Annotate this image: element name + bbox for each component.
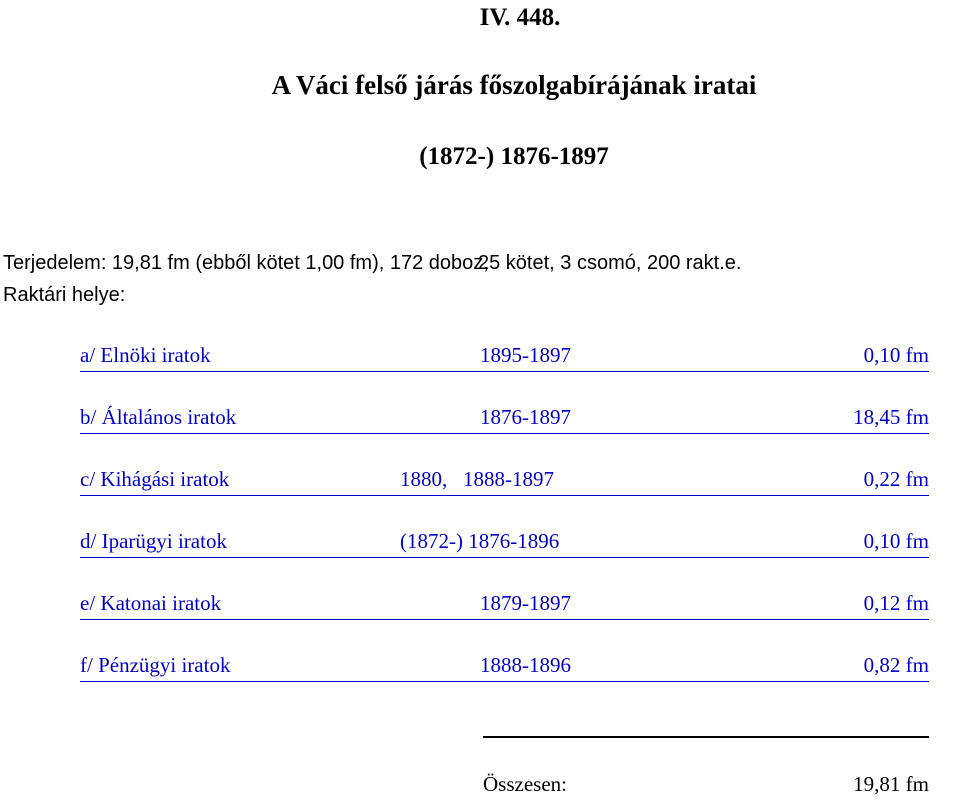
series-row-iparugyi[interactable] [80, 529, 929, 558]
extent-text: Terjedelem: 19,81 fm (ebből kötet 1,00 fm), 172 doboz, [3, 252, 489, 274]
series-row-kihagasi[interactable] [80, 467, 929, 496]
series-size: 0,10 fm [863, 343, 929, 367]
series-name: b/ Általános iratok [80, 405, 237, 429]
record-number: IV. 448. [479, 4, 561, 31]
series-row-katonai[interactable] [80, 591, 929, 620]
total-label: Összesen: [483, 772, 567, 796]
series-size: 0,82 fm [863, 653, 929, 677]
series-row-altalanos[interactable] [80, 405, 929, 434]
series-years: 1880, 1888-1897 [400, 467, 554, 491]
total-value: 19,81 fm [853, 772, 929, 796]
extent-text-continued: 25 kötet, 3 csomó, 200 rakt.e. [478, 252, 742, 274]
series-years: (1872-) 1876-1896 [400, 529, 560, 553]
storage-location-label: Raktári helye: [3, 284, 126, 306]
page-title: A Váci felső járás főszolgabírájának iratai [271, 70, 757, 100]
series-size: 0,22 fm [863, 467, 929, 491]
series-size: 0,10 fm [863, 529, 929, 553]
series-name: a/ Elnöki iratok [80, 343, 211, 367]
series-years: 1879-1897 [480, 591, 571, 615]
series-name: e/ Katonai iratok [80, 591, 222, 615]
series-row-elnoki[interactable] [80, 343, 929, 372]
series-size: 18,45 fm [853, 405, 929, 429]
series-name: d/ Iparügyi iratok [80, 529, 227, 553]
series-years: 1876-1897 [480, 405, 571, 429]
series-name: c/ Kihágási iratok [80, 467, 230, 491]
date-range: (1872-) 1876-1897 [419, 143, 609, 170]
series-size: 0,12 fm [863, 591, 929, 615]
series-name: f/ Pénzügyi iratok [80, 653, 231, 677]
series-years: 1895-1897 [480, 343, 571, 367]
series-years: 1888-1896 [480, 653, 571, 677]
series-row-penzugyi[interactable] [80, 653, 929, 682]
total-divider [483, 736, 929, 738]
